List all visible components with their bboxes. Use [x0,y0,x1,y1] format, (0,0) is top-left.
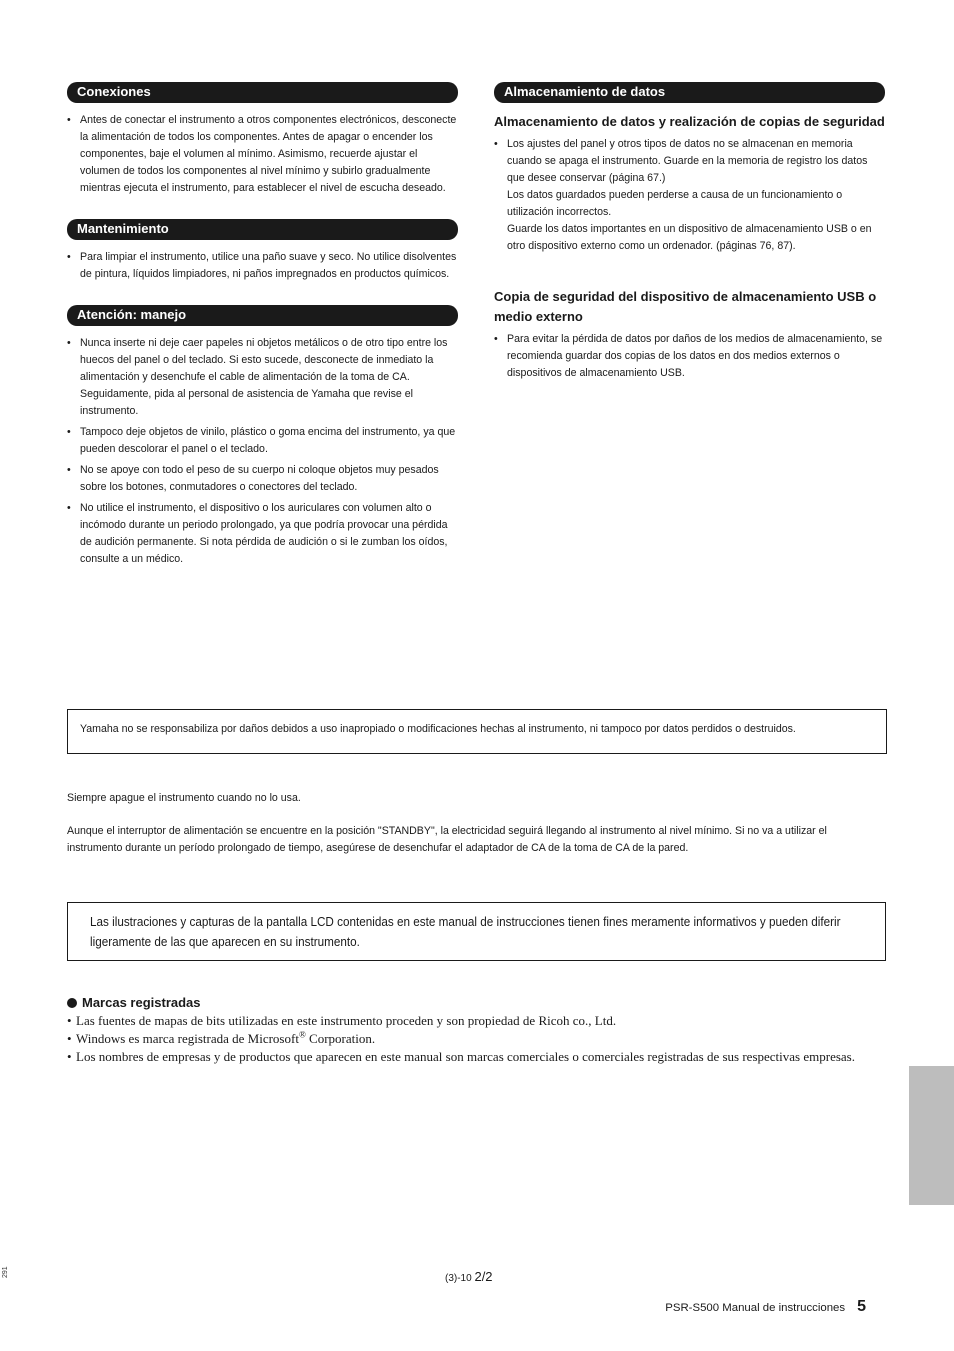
subsection-copia-usb [494,287,885,382]
list-item: • No se apoye con todo el peso de su cuerpo ni coloque objetos muy pesados sobre los botones, conmutadores o conectores del teclado. [67,462,457,496]
trademarks-heading [67,994,897,1012]
disclaimer-text: Yamaha no se responsabiliza por daños debidos a uso inapropiado o modificaciones hechas al instrumento, ni tampoco por datos perdidos o destruidos. [80,723,796,735]
page-code [445,1269,493,1287]
trademarks-section [67,994,897,1066]
list-item [494,331,886,382]
subsection-heading: Copia de seguridad del dispositivo de almacenamiento USB o medio externo [494,289,877,324]
note-line: Aunque el interruptor de alimentación se encuentre en la posición "STANDBY", la electricidad seguirá llegando al instrumento al nivel mínimo. Si no va a utilizar el [67,825,827,837]
item-line: • Para evitar la pérdida de datos por daños de los medios de almacenamiento, se recomienda guardar dos copias de los datos en dos medios externos o dispositivos de almacenamiento USB. [507,333,883,379]
page-code-big: 2/2 [474,1269,493,1284]
section-title-almacenamiento: Almacenamiento de datos [494,82,885,103]
illustration-box [67,902,886,961]
page-number: 5 [857,1298,866,1315]
list-item: • Para limpiar el instrumento, utilice una paño suave y seco. No utilice disolventes de pintura, líquidos limpiadores, ni paños impregnados en productos químicos. [67,249,457,283]
box-line: ligeramente de las que aparecen en su instrumento. [90,934,360,949]
note-line: instrumento durante un período prolongado de tiempo, asegúrese de desenchufar el adaptador de CA de la toma de CA de la pared. [67,842,689,854]
item-line: • Los ajustes del panel y otros tipos de datos no se almacenan en memoria cuando se apaga el instrumento. Guarde en la memoria de registro los datos que desee conservar (página 67.) [507,138,868,184]
subsection-copias-seguridad [494,112,885,255]
page-footer [665,1297,866,1318]
item-line: Los datos guardados pueden perderse a causa de un funcionamiento o utilización incorrectos. [507,189,843,218]
section-title-mantenimiento: Mantenimiento [67,219,458,240]
list-item: • Tampoco deje objetos de vinilo, plástico o goma encima del instrumento, ya que pueden descolorar el panel o el teclado. [67,424,457,458]
list-item [494,136,886,255]
list-item: • Las fuentes de mapas de bits utilizadas en este instrumento proceden y son propiedad de Ricoh co., Ltd. [67,1012,897,1030]
left-column [67,82,458,590]
section-conexiones [67,82,458,197]
standby-note-1 [67,790,927,807]
box-line: Las ilustraciones y capturas de la pantalla LCD contenidas en este manual de instrucciones tienen fines meramente informativos y pueden diferir [90,914,841,929]
item-line: Guarde los datos importantes en un dispositivo de almacenamiento USB o en otro dispositivo externo como un ordenador. (páginas 76, 87). [507,223,872,252]
list-item: • Nunca inserte ni deje caer papeles ni objetos metálicos o de otro tipo entre los huecos del panel o del teclado. Si esto sucede, desconecte de inmediato la alimentación y desenchufe el cable de alimentación de la toma de CA. Seguidamente, pida al personal de asistencia de Yamaha que revise el instrumento. [67,335,457,420]
page-code-small: (3)-10 [445,1273,472,1284]
manual-title: PSR-S500 Manual de instrucciones [665,1302,846,1314]
list-item: • Antes de conectar el instrumento a otros componentes electrónicos, desconecte la alimentación de todos los componentes. Antes de apagar o encender los componentes, baje el volumen al mínimo. Asimismo, recuerde ajustar el volumen de todos los componentes al nivel mínimo y subirlo gradualmente mientras ejecuta el instrumento, para establecer el nivel de escucha deseado. [67,112,457,197]
list-item [67,1030,897,1048]
list-item: • Los nombres de empresas y de productos que aparecen en este manual son marcas comerciales o comerciales registradas de sus respectivas empresas. [67,1048,897,1066]
standby-note-2 [67,823,927,857]
section-title-atencion-manejo: Atención: manejo [67,305,458,326]
registered-mark: ® [298,1029,306,1040]
trademark-text: Corporation. [305,1031,376,1046]
trademarks-heading-text: Marcas registradas [82,995,201,1010]
subsection-heading: Almacenamiento de datos y realización de copias de seguridad [494,114,885,129]
section-title-conexiones: Conexiones [67,82,458,103]
section-atencion-manejo [67,305,458,568]
trademark-text: Windows es marca registrada de Microsoft [76,1031,299,1046]
right-column [494,82,885,404]
disclaimer-box [67,709,887,754]
bullet-circle-icon [67,998,77,1008]
note-line: Siempre apague el instrumento cuando no lo usa. [67,792,301,804]
side-tab [909,1066,954,1205]
list-item: • No utilice el instrumento, el dispositivo o los auriculares con volumen alto o incómodo durante un periodo prolongado, ya que podría provocar una pérdida de audición permanente. Si nota pérdida de audición o si le zumban los oídos, consulte a un médico. [67,500,457,568]
margin-code: 291 [2,1266,9,1278]
section-mantenimiento [67,219,458,283]
